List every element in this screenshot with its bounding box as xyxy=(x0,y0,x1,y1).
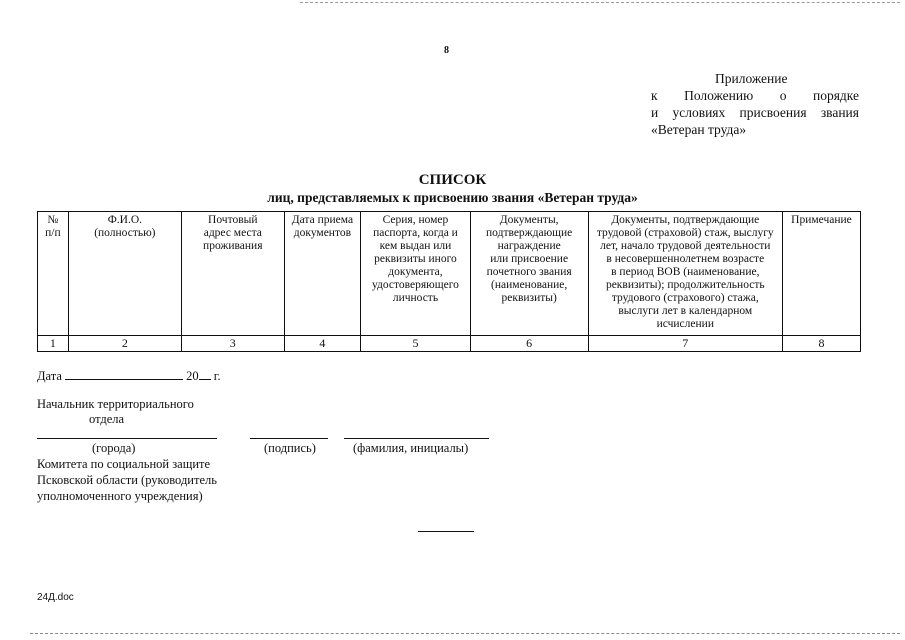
appendix-title: Приложение xyxy=(715,71,788,86)
committee-block xyxy=(37,456,217,504)
header-cell-seniority-docs: Документы, подтверждающие трудовой (страховой) стаж, выслугу лет, начало трудовой деятельности в несовершеннолетнем возрасте в период ВОВ (наименование, реквизиты); продолжительность трудового (страхового) стажа, выслуги лет в календарном исчислении xyxy=(588,212,782,336)
appendix-line-2: и условиях присвоения звания xyxy=(651,105,859,120)
header-cell-award-docs: Документы, подтверждающие награждение или присвоение почетного звания (наименование, реквизиты) xyxy=(470,212,588,336)
column-number-cell: 2 xyxy=(68,336,181,352)
appendix-line-3: «Ветеран труда» xyxy=(651,122,747,137)
list-subtitle: лиц, представляемых к присвоению звания «Ветеран труда» xyxy=(267,190,638,205)
date-year-prefix: 20 xyxy=(186,369,199,383)
nominee-table xyxy=(37,211,861,352)
header-cell-passport: Серия, номер паспорта, когда и кем выдан или реквизиты иного документа, удостоверяющего личность xyxy=(361,212,470,336)
column-number-cell: 1 xyxy=(38,336,69,352)
city-signature-line xyxy=(37,438,217,439)
committee-line-3: уполномоченного учреждения) xyxy=(37,489,203,503)
closing-rule xyxy=(418,531,474,532)
signatory-title-line-2: отдела xyxy=(89,412,125,426)
scan-edge-bottom xyxy=(30,633,900,634)
column-number-cell: 8 xyxy=(782,336,860,352)
name-signature-line xyxy=(344,438,489,439)
header-cell-number: № п/п xyxy=(38,212,69,336)
column-number-cell: 5 xyxy=(361,336,470,352)
appendix-line-1: к Положению о порядке xyxy=(651,88,859,103)
signatory-title-line-1: Начальник территориального xyxy=(37,397,194,411)
date-label: Дата xyxy=(37,369,62,383)
date-field xyxy=(37,368,221,384)
page-number: 8 xyxy=(444,45,449,56)
header-cell-full-name: Ф.И.О. (полностью) xyxy=(68,212,181,336)
committee-line-2: Псковской области (руководитель xyxy=(37,473,217,487)
committee-line-1: Комитета по социальной защите xyxy=(37,457,211,471)
date-year-suffix: г. xyxy=(213,369,221,383)
name-label: (фамилия, инициалы) xyxy=(353,441,469,455)
date-year-blank xyxy=(199,368,211,380)
scan-edge-top xyxy=(300,2,900,3)
list-title: СПИСОК xyxy=(418,172,487,188)
city-label: (города) xyxy=(92,441,136,455)
column-number-cell: 6 xyxy=(470,336,588,352)
signatory-title xyxy=(37,397,194,427)
table-number-row xyxy=(38,336,861,352)
column-number-cell: 4 xyxy=(284,336,361,352)
footer-filename: 24Д.doc xyxy=(37,592,74,603)
appendix-block xyxy=(651,70,859,138)
header-cell-note: Примечание xyxy=(782,212,860,336)
date-blank xyxy=(65,368,183,380)
signature-line xyxy=(250,438,328,439)
table-header-row xyxy=(38,212,861,336)
header-cell-address: Почтовый адрес места проживания xyxy=(182,212,285,336)
header-cell-date-received: Дата приема документов xyxy=(284,212,361,336)
column-number-cell: 7 xyxy=(588,336,782,352)
signature-label: (подпись) xyxy=(264,441,316,455)
column-number-cell: 3 xyxy=(182,336,285,352)
